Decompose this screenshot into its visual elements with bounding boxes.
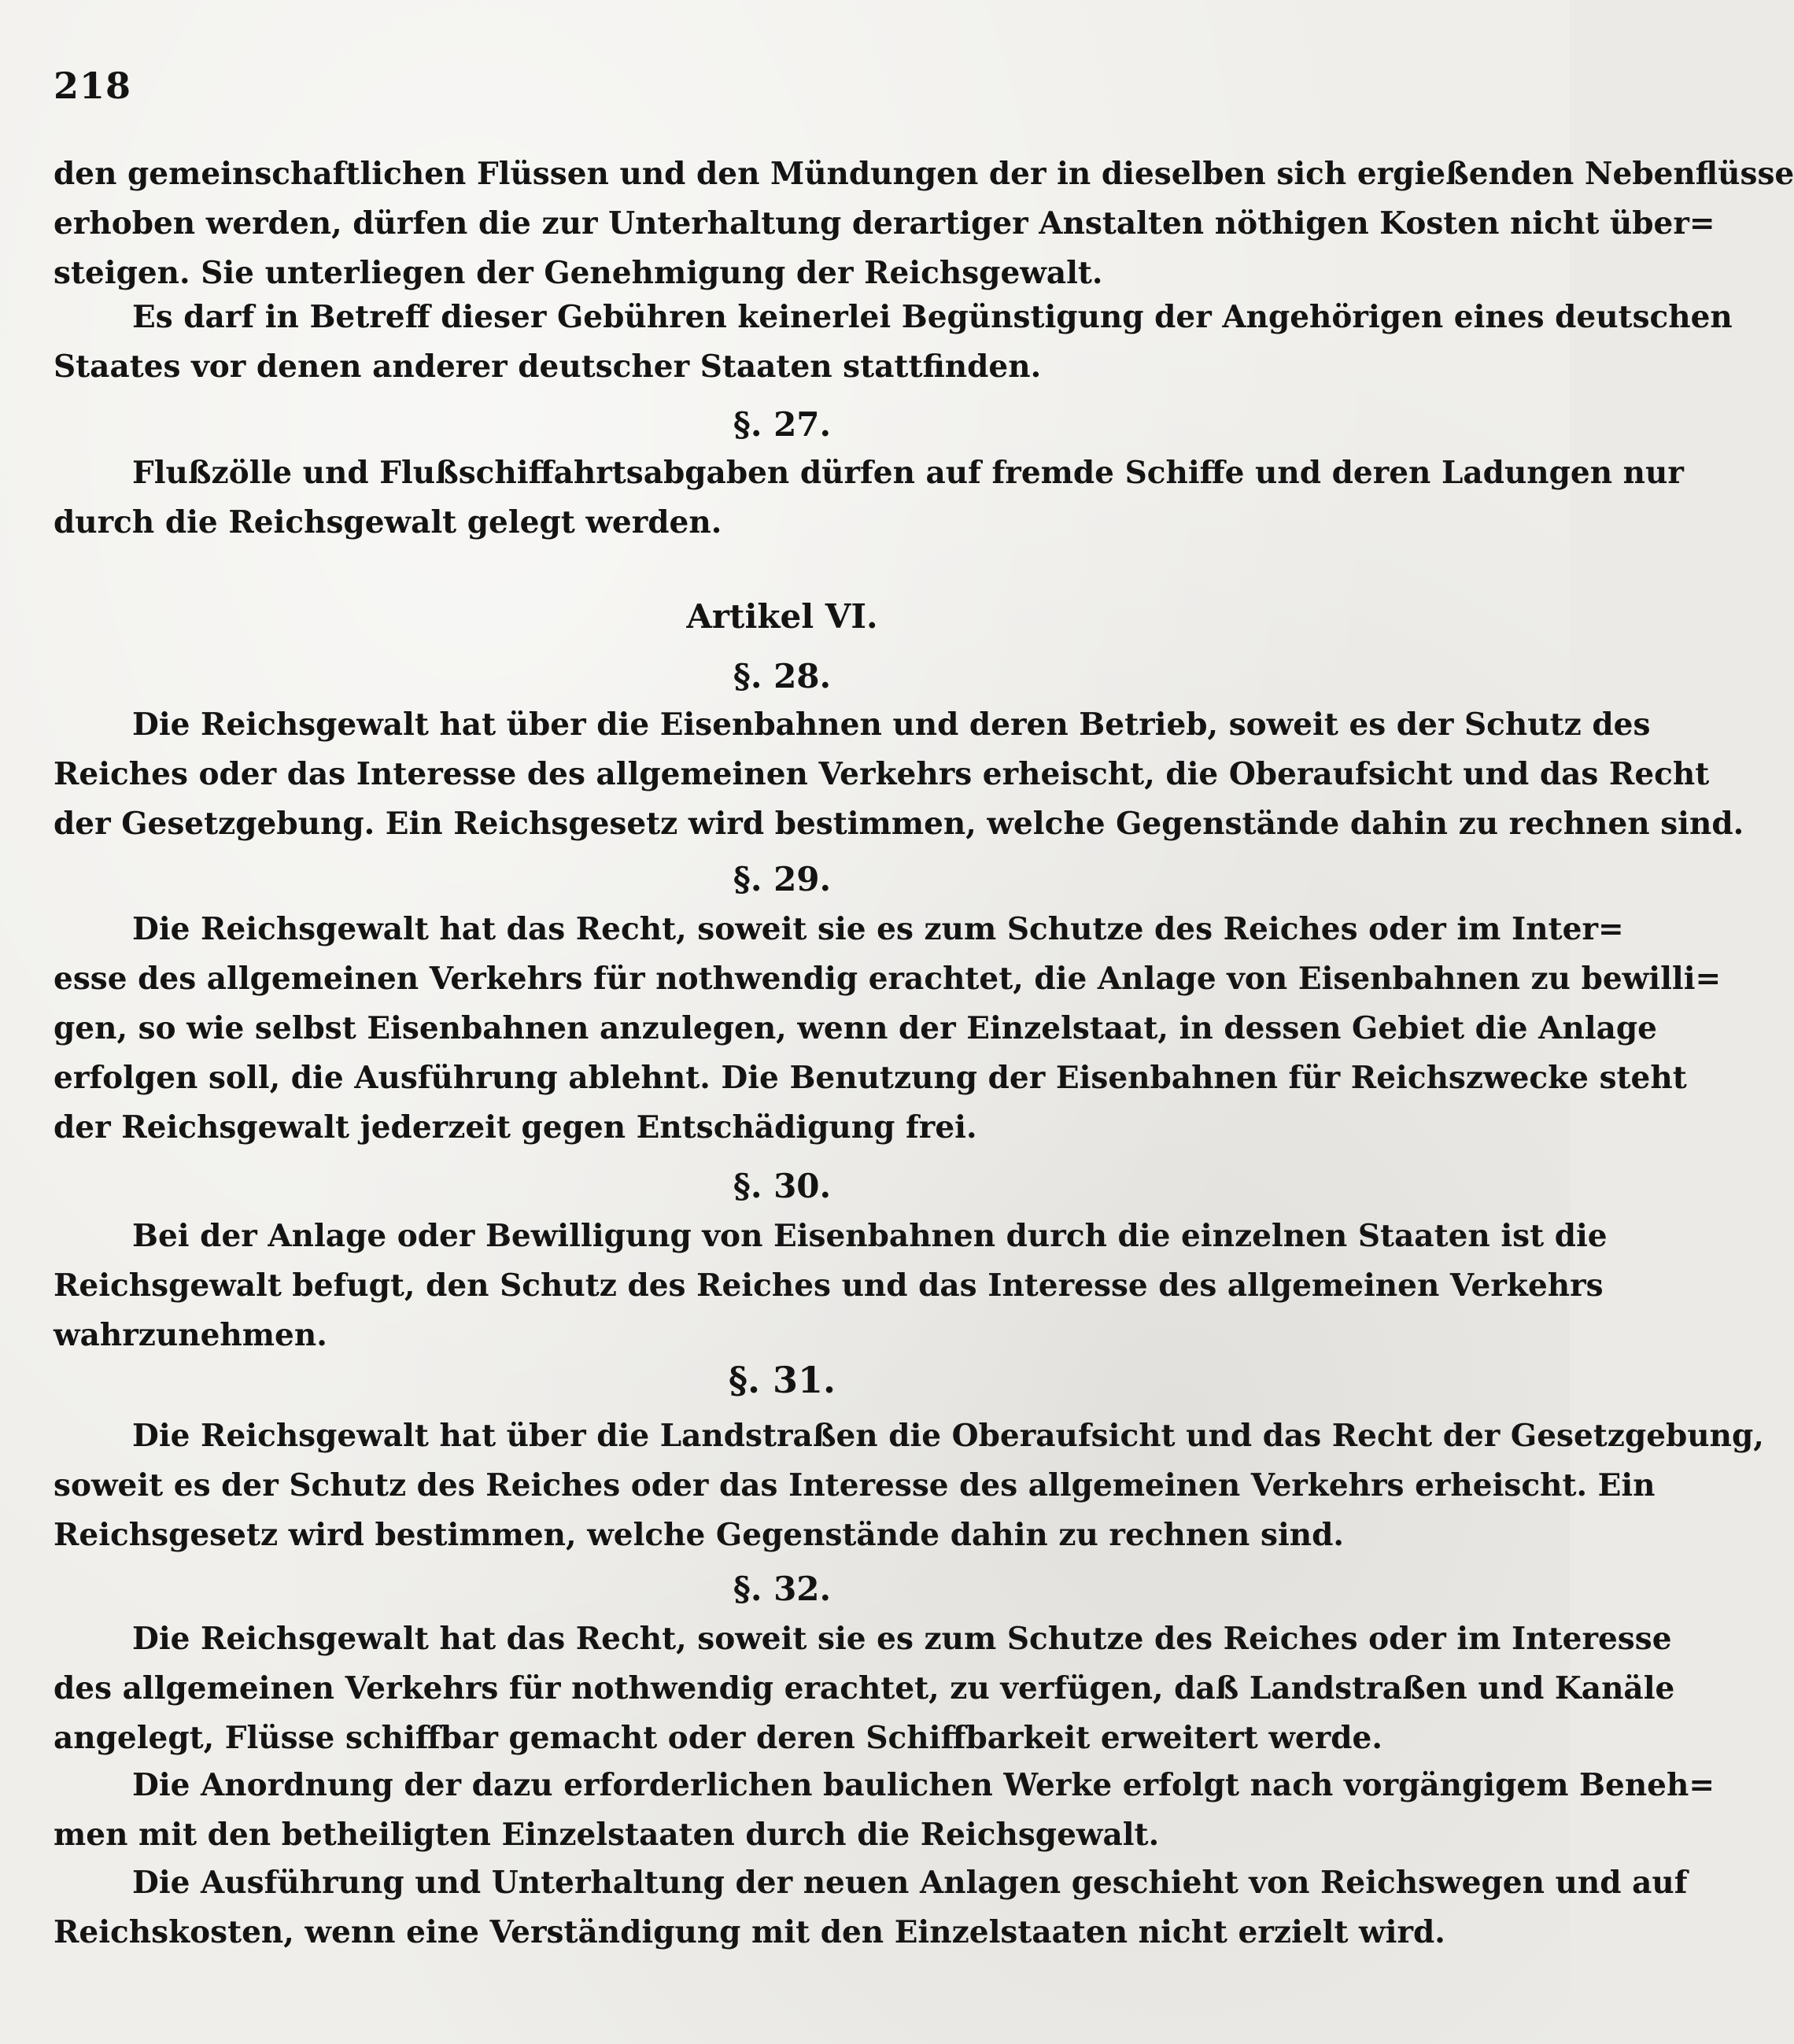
paragraph-text xyxy=(54,1411,1764,1560)
paragraph-text xyxy=(54,1614,1675,1763)
paragraph-text xyxy=(54,293,1733,392)
text-line: angelegt, Flüsse schiffbar gemacht oder deren Schiffbarkeit erweitert werde. xyxy=(54,1720,1382,1756)
paragraph xyxy=(54,905,1722,1153)
section-heading xyxy=(54,401,1511,448)
paragraph xyxy=(54,1614,1675,1763)
section-heading-text: §. 27. xyxy=(733,405,832,444)
text-line: Die Reichsgewalt hat das Recht, soweit sie es zum Schutze des Reiches oder im Inter= xyxy=(132,911,1624,947)
paragraph xyxy=(54,1212,1608,1360)
text-line: Es darf in Betreff dieser Gebühren keinerlei Begünstigung der Angehörigen eines deutschen xyxy=(132,299,1733,335)
text-line: men mit den betheiligten Einzelstaaten durch die Reichsgewalt. xyxy=(54,1817,1160,1853)
text-line: Reichskosten, wenn eine Verständigung mit den Einzelstaaten nicht erzielt wird. xyxy=(54,1914,1445,1950)
paragraph-text xyxy=(54,905,1722,1153)
section-heading xyxy=(54,1163,1511,1210)
text-line: des allgemeinen Verkehrs für nothwendig erachtet, zu verfügen, daß Landstraßen und Kanäle xyxy=(54,1670,1675,1706)
text-line: Bei der Anlage oder Bewilligung von Eisenbahnen durch die einzelnen Staaten ist die xyxy=(132,1218,1608,1254)
text-line: Die Anordnung der dazu erforderlichen baulichen Werke erfolgt nach vorgängigem Beneh= xyxy=(132,1767,1715,1803)
text-line: den gemeinschaftlichen Flüssen und den Mündungen der in dieselben sich ergießenden Nebenflüsse xyxy=(54,156,1794,192)
section-heading xyxy=(54,593,1511,640)
section-heading xyxy=(54,1566,1511,1613)
paragraph-text xyxy=(54,149,1794,298)
paragraph xyxy=(54,1858,1688,1957)
text-line: Die Reichsgewalt hat über die Eisenbahnen und deren Betrieb, soweit es der Schutz des xyxy=(132,707,1651,743)
paragraph xyxy=(54,149,1794,298)
page-number: 218 xyxy=(54,65,132,107)
section-heading xyxy=(54,653,1511,700)
text-line: der Reichsgewalt jederzeit gegen Entschädigung frei. xyxy=(54,1109,977,1146)
paragraph-text xyxy=(54,1761,1715,1860)
text-line: Staates vor denen anderer deutscher Staaten stattfinden. xyxy=(54,349,1042,385)
paragraph-text xyxy=(54,700,1744,849)
text-line: durch die Reichsgewalt gelegt werden. xyxy=(54,504,722,541)
section-heading-text: §. 32. xyxy=(733,1570,832,1608)
text-line: soweit es der Schutz des Reiches oder das Interesse des allgemeinen Verkehrs erheischt. Ein xyxy=(54,1467,1656,1503)
paragraph-text xyxy=(54,1858,1688,1957)
text-line: esse des allgemeinen Verkehrs für nothwendig erachtet, die Anlage von Eisenbahnen zu bewilli= xyxy=(54,961,1722,997)
text-line: Reichsgesetz wird bestimmen, welche Gegenstände dahin zu rechnen sind. xyxy=(54,1517,1344,1553)
section-heading-text: §. 28. xyxy=(733,657,832,695)
paragraph xyxy=(54,700,1744,849)
text-line: Die Reichsgewalt hat über die Landstraßen die Oberaufsicht und das Recht der Gesetzgebung, xyxy=(132,1418,1764,1454)
text-line: wahrzunehmen. xyxy=(54,1317,327,1353)
paragraph-text xyxy=(54,448,1684,548)
paragraph xyxy=(54,448,1684,548)
text-line: Die Ausführung und Unterhaltung der neuen Anlagen geschieht von Reichswegen und auf xyxy=(132,1865,1688,1901)
text-line: Reiches oder das Interesse des allgemeinen Verkehrs erheischt, die Oberaufsicht und das Recht xyxy=(54,756,1710,792)
text-line: gen, so wie selbst Eisenbahnen anzulegen, wenn der Einzelstaat, in dessen Gebiet die Anlage xyxy=(54,1010,1657,1046)
text-line: der Gesetzgebung. Ein Reichsgesetz wird bestimmen, welche Gegenstände dahin zu rechnen sind. xyxy=(54,806,1744,842)
text-line: Die Reichsgewalt hat das Recht, soweit sie es zum Schutze des Reiches oder im Interesse xyxy=(132,1621,1672,1657)
text-line: steigen. Sie unterliegen der Genehmigung der Reichsgewalt. xyxy=(54,255,1103,291)
paragraph xyxy=(54,1411,1764,1560)
section-heading xyxy=(54,856,1511,903)
paragraph xyxy=(54,293,1733,392)
section-heading-text: Artikel VI. xyxy=(686,597,878,636)
text-line: erhoben werden, dürfen die zur Unterhaltung derartiger Anstalten nöthigen Kosten nicht über= xyxy=(54,205,1715,242)
paragraph xyxy=(54,1761,1715,1860)
section-heading xyxy=(54,1356,1511,1404)
section-heading-text: §. 30. xyxy=(733,1167,832,1205)
paragraph-text xyxy=(54,1212,1608,1360)
text-line: Reichsgewalt befugt, den Schutz des Reiches und das Interesse des allgemeinen Verkehrs xyxy=(54,1267,1604,1304)
section-heading-text: §. 31. xyxy=(728,1359,836,1401)
section-heading-text: §. 29. xyxy=(733,860,832,898)
text-line: erfolgen soll, die Ausführung ablehnt. Die Benutzung der Eisenbahnen für Reichszwecke steht xyxy=(54,1060,1687,1096)
text-line: Flußzölle und Flußschiffahrtsabgaben dürfen auf fremde Schiffe und deren Ladungen nur xyxy=(132,455,1684,491)
